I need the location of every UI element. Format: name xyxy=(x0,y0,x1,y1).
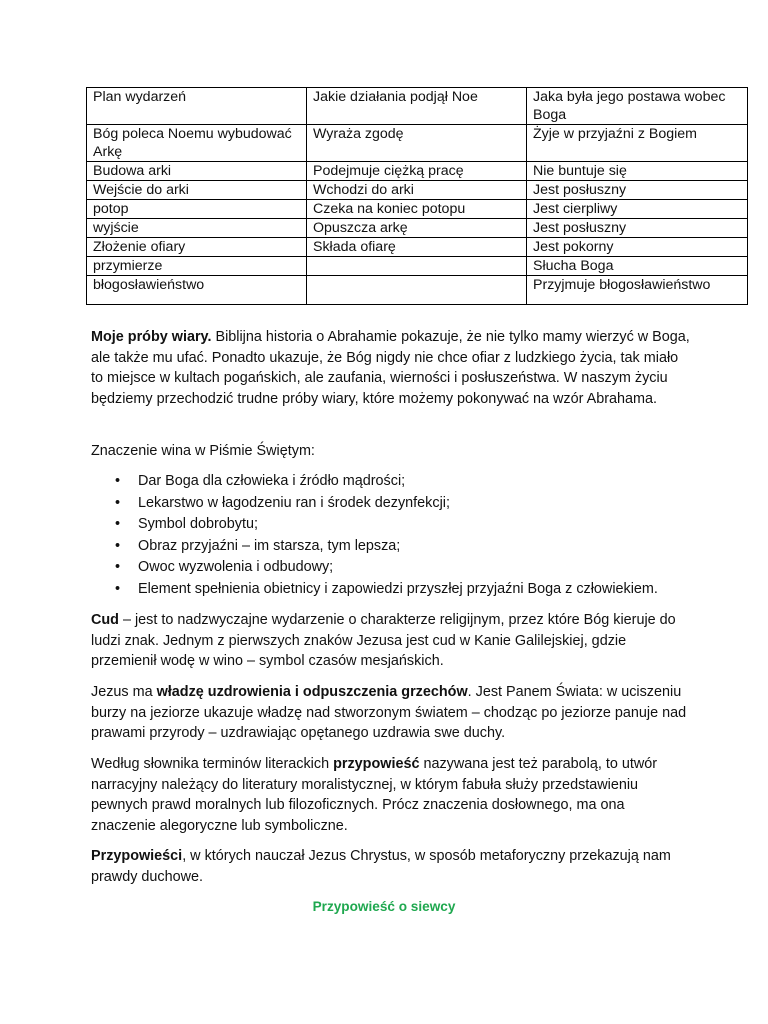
table-cell: Jest posłuszny xyxy=(527,219,748,238)
table-cell xyxy=(307,276,527,305)
table-header-row xyxy=(87,88,748,125)
table-cell: Słucha Boga xyxy=(527,257,748,276)
bullet-icon: • xyxy=(115,559,121,576)
parable-def-start: Według słownika terminów literackich xyxy=(91,756,334,772)
parables-text: , w których nauczał Jezus Chrystus, w sposób metaforyczny przekazują nam prawdy duchowe. xyxy=(91,848,671,885)
faith-trials-paragraph xyxy=(91,327,691,409)
table-cell: Nie buntuje się xyxy=(527,162,748,181)
table-row xyxy=(87,276,748,305)
list-item-text: Lekarstwo w łagodzeniu ran i środek dezynfekcji; xyxy=(138,494,450,511)
table-cell: Podejmuje ciężką pracę xyxy=(307,162,527,181)
parables-paragraph xyxy=(91,846,691,887)
table-cell: Wchodzi do arki xyxy=(307,181,527,200)
table-cell: Jest pokorny xyxy=(527,238,748,257)
miracle-paragraph xyxy=(91,610,691,672)
list-item xyxy=(91,557,731,579)
table-row xyxy=(87,257,748,276)
list-item-text: Dar Boga dla człowieka i źródło mądrości; xyxy=(138,473,406,489)
wine-meaning-list xyxy=(91,471,731,601)
table-cell: Wejście do arki xyxy=(87,181,307,200)
table-cell: przymierze xyxy=(87,257,307,276)
parable-definition-paragraph xyxy=(91,754,691,836)
bullet-icon: • xyxy=(115,580,121,597)
table-cell: Budowa arki xyxy=(87,162,307,181)
table-row xyxy=(87,181,748,200)
parable-def-term: przypowieść xyxy=(333,756,420,772)
list-item xyxy=(91,471,731,493)
table-cell: Jest posłuszny xyxy=(527,181,748,200)
table-header-cell: Jakie działania podjął Noe xyxy=(307,88,527,125)
table-row xyxy=(87,238,748,257)
faith-trials-text: Biblijna historia o Abrahamie pokazuje, że nie tylko mamy wierzyć w Boga, ale także mu ufać. Ponadto ukazuje, że Bóg nigdy nie chce ofiar z ludzkiego życia, tak miało to miejsce w kultach pogańskich, ale zaufania, wierności i posłuszeństwa. W naszym życiu będziemy przechodzić trudne próby wiary, które możemy pokonywać na wzór Abrahama. xyxy=(91,329,690,407)
bullet-icon: • xyxy=(115,473,121,489)
jesus-text-end: . Jest Panem Świata: w uciszeniu burzy na jeziorze ukazuje władzę nad stworzonym światem – chodząc po jeziorze panuje nad prawami przyrody – uzdrawiając opętanego uzdrawia swe duchy. xyxy=(91,684,687,742)
table-row xyxy=(87,162,748,181)
list-item xyxy=(91,536,731,558)
table-cell: Bóg poleca Noemu wybudować Arkę xyxy=(87,125,307,162)
list-item-text: Element spełnienia obietnicy i zapowiedzi przyszłej przyjaźni Boga z człowiekiem. xyxy=(138,580,658,597)
table-cell: Żyje w przyjaźni z Bogiem xyxy=(527,125,748,162)
table-header-cell: Plan wydarzeń xyxy=(87,88,307,125)
list-item-text: Symbol dobrobytu; xyxy=(138,516,258,533)
list-item xyxy=(91,514,731,536)
table-row xyxy=(87,125,748,162)
miracle-term: Cud xyxy=(91,612,119,628)
table-row xyxy=(87,200,748,219)
table-cell: Składa ofiarę xyxy=(307,238,527,257)
bullet-icon: • xyxy=(115,494,121,511)
jesus-power-bold: władzę uzdrowienia i odpuszczenia grzechów xyxy=(156,684,468,700)
miracle-text: – jest to nadzwyczajne wydarzenie o charakterze religijnym, przez które Bóg kieruje do ludzi znak. Jednym z pierwszych znaków Jezusa jest cud w Kanie Galilejskiej, gdzie przemienił wodę w wino – symbol czasów mesjańskich. xyxy=(91,612,676,670)
parable-def-end: nazywana jest też parabolą, to utwór narracyjny należący do literatury moralistycznej, w którym fabuła służy przedstawieniu pewnych prawd moralnych lub filozoficznych. Prócz znaczenia dosłownego, ma ona znaczenie alegoryczne lub symboliczne. xyxy=(91,756,658,834)
list-item-text: Obraz przyjaźni – im starsza, tym lepsza; xyxy=(138,537,401,554)
parables-term: Przypowieści xyxy=(91,848,183,864)
table-cell: Czeka na koniec potopu xyxy=(307,200,527,219)
bullet-icon: • xyxy=(115,537,121,554)
jesus-power-paragraph xyxy=(91,682,691,744)
sower-parable-heading: Przypowieść o siewcy xyxy=(312,899,456,914)
table-cell: Złożenie ofiary xyxy=(87,238,307,257)
table-cell: Przyjmuje błogosławieństwo xyxy=(527,276,748,305)
table-cell: wyjście xyxy=(87,219,307,238)
jesus-text-start: Jezus ma xyxy=(91,684,157,700)
wine-intro: Znaczenie wina w Piśmie Świętym: xyxy=(91,443,315,459)
faith-trials-title: Moje próby wiary. xyxy=(91,329,212,345)
bullet-icon: • xyxy=(115,516,121,533)
table-row xyxy=(87,219,748,238)
list-item xyxy=(91,493,731,515)
table-cell: Wyraża zgodę xyxy=(307,125,527,162)
table-cell xyxy=(307,257,527,276)
table-cell: Opuszcza arkę xyxy=(307,219,527,238)
table-cell: błogosławieństwo xyxy=(87,276,307,305)
table-header-cell: Jaka była jego postawa wobec Boga xyxy=(527,88,748,125)
table-cell: potop xyxy=(87,200,307,219)
list-item-text: Owoc wyzwolenia i odbudowy; xyxy=(138,559,334,576)
table-cell: Jest cierpliwy xyxy=(527,200,748,219)
list-item xyxy=(91,579,731,601)
noah-table xyxy=(86,87,748,305)
